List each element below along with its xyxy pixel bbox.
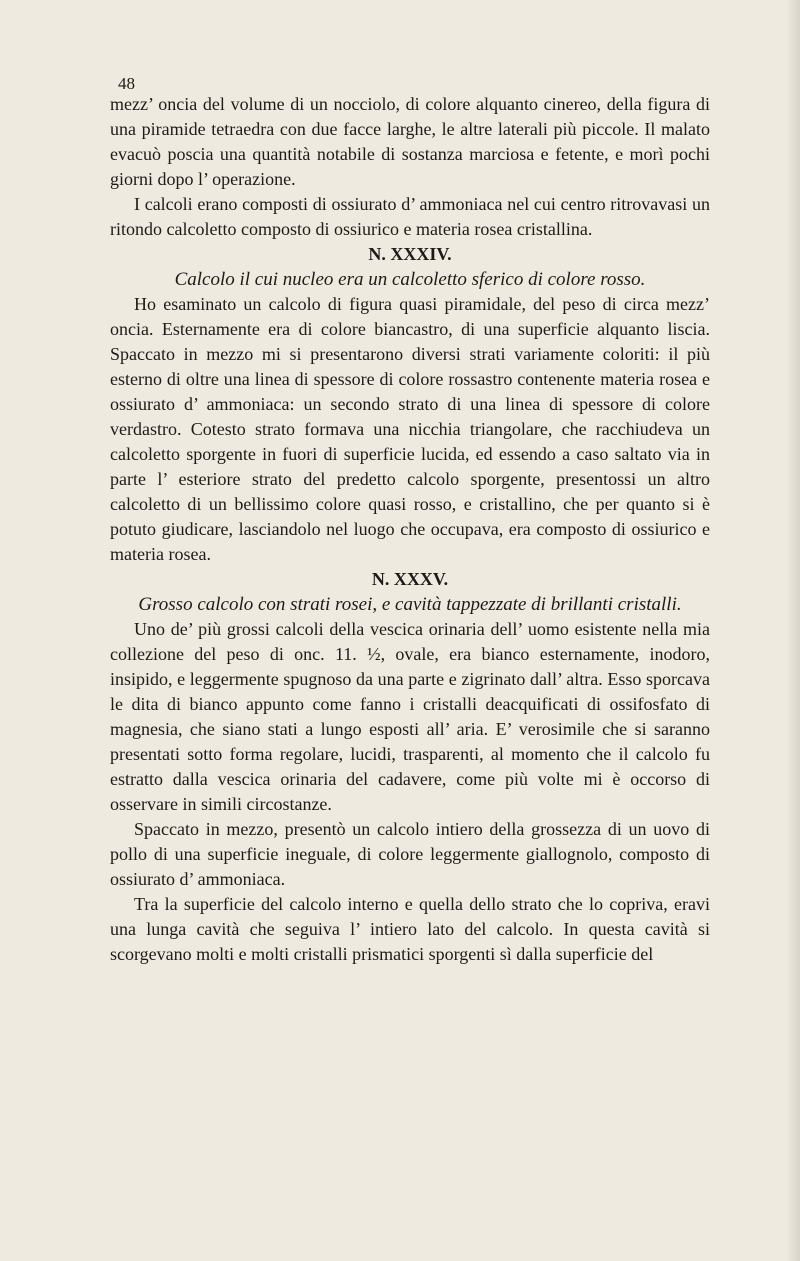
section-title: Calcolo il cui nucleo era un calcoletto sferico di colore rosso.: [174, 269, 646, 290]
page-number: 48: [118, 74, 135, 93]
page-edge-shadow: [786, 0, 800, 1261]
paragraph: I calcoli erano composti di ossiurato d’ ammoniaca nel cui centro ritrovavasi un ritondo calcoletto composto di ossiurico e materia rosea cristallina.: [110, 194, 710, 239]
paragraph: Uno de’ più grossi calcoli della vescica orinaria dell’ uomo esistente nella mia collezione del peso di onc. 11. ½, ovale, era bianco esternamente, inodoro, insipido, e leggermente spugnoso da una parte e zigrinato dall’ altra. Esso sporcava le dita di bianco appunto come fanno i cristalli deacquificati di ossifosfato di magnesia, che siano stati a lungo esposti all’ aria. E’ verosimile che si saranno presentati sotto forma regolare, lucidi, trasparenti, al momento che il calcolo fu estratto dalla vescica orinaria del cadavere, come più volte mi è occorso di osservare in simili circostanze.: [110, 619, 710, 814]
paragraph: Ho esaminato un calcolo di figura quasi piramidale, del peso di circa mezz’ oncia. Esternamente era di colore biancastro, di una superficie alquanto liscia. Spaccato in mezzo mi si presentarono diversi strati variamente coloriti: il più esterno di oltre una linea di spessore di colore rossastro contenente materia rosea e ossiurato d’ ammoniaca: un secondo strato di una linea di spessore di colore verdastro. Cotesto strato formava una nicchia triangolare, che racchiudeva un calcoletto sporgente in fuori di superficie lucida, ed essendo a caso saltato via in parte l’ esteriore strato del predetto calcolo sporgente, presentossi un altro calcoletto di un bellissimo colore quasi rosso, e cristallino, che per quanto si è potuto giudicare, lasciandolo nel luogo che occupava, era composto di ossiurico e materia rosea.: [110, 294, 710, 564]
page-text: [110, 92, 710, 967]
section-number-heading: N. XXXIV.: [368, 244, 452, 264]
section-title: Grosso calcolo con strati rosei, e cavità tappezzate di brillanti cristalli.: [138, 594, 682, 615]
section-number-heading: N. XXXV.: [371, 569, 449, 589]
paragraph: Tra la superficie del calcolo interno e quella dello strato che lo copriva, eravi una lunga cavità che seguiva l’ intiero lato del calcolo. In questa cavità si scorgevano molti e molti cristalli prismatici sporgenti sì dalla superficie del: [110, 894, 710, 964]
paragraph: Spaccato in mezzo, presentò un calcolo intiero della grossezza di un uovo di pollo di una superficie ineguale, di colore leggermente giallognolo, composto di ossiurato d’ ammoniaca.: [110, 819, 710, 889]
paragraph-continuation: mezz’ oncia del volume di un nocciolo, di colore alquanto cinereo, della figura di una piramide tetraedra con due facce larghe, le altre laterali più piccole. Il malato evacuò poscia una quantità notabile di sostanza marciosa e fetente, e morì pochi giorni dopo l’ operazione.: [110, 94, 710, 189]
